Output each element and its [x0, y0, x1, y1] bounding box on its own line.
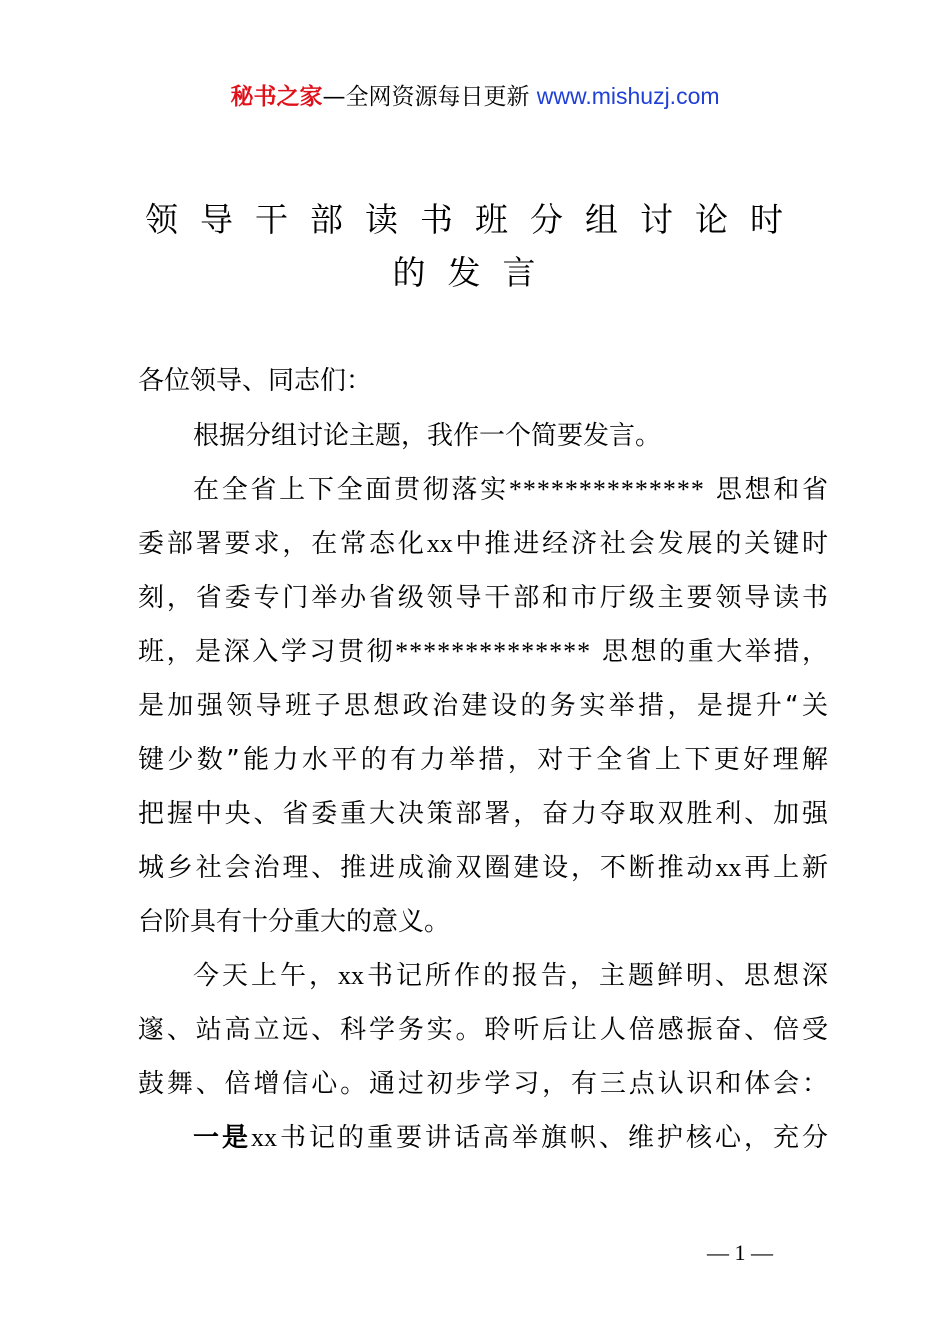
- paragraph-line: 键少数”能力水平的有力举措，对于全省上下更好理解: [138, 745, 828, 775]
- intro-paragraph: 根据分组讨论主题，我作一个简要发言。: [193, 421, 662, 451]
- brand-name: 秘书之家: [230, 84, 323, 110]
- paragraph-line: 今天上午，xx书记所作的报告，主题鲜明、思想深: [193, 961, 828, 991]
- page-number: — 1 —: [707, 1240, 773, 1265]
- paragraph-line: 邃、站高立远、科学务实。聆听后让人倍感振奋、倍受: [138, 1015, 828, 1045]
- paragraph-line: 城乡社会治理、推进成渝双圈建设，不断推动xx再上新: [138, 853, 828, 883]
- header-slogan: —全网资源每日更新: [322, 84, 537, 110]
- paragraph-line: 把握中央、省委重大决策部署，奋力夺取双胜利、加强: [138, 799, 828, 829]
- paragraph-line: 委部署要求，在常态化xx中推进经济社会发展的关键时: [138, 529, 828, 559]
- paragraph-line: 鼓舞、倍增信心。通过初步学习，有三点认识和体会：: [138, 1069, 828, 1099]
- document-title-line-2: 的发言: [392, 253, 558, 292]
- paragraph-line: 是加强领导班子思想政治建设的务实举措，是提升“关: [138, 691, 828, 721]
- site-header: [0, 78, 950, 115]
- point-marker: 一是: [193, 1123, 251, 1153]
- redacted-text: **************: [395, 637, 592, 666]
- redacted-text: **************: [508, 475, 705, 504]
- paragraph-line: 台阶具有十分重大的意义。: [138, 907, 451, 937]
- paragraph-line: 在全省上下全面贯彻落实************** 思想和省: [193, 475, 828, 505]
- paragraph-line: 刻，省委专门举办省级领导干部和市厅级主要领导读书: [138, 583, 828, 613]
- site-url-link[interactable]: www.mishuzj.com: [536, 83, 720, 109]
- paragraph-line: 班，是深入学习贯彻************** 思想的重大举措，: [138, 637, 828, 667]
- document-title-line-1: 领导干部读书班分组讨论时: [145, 200, 805, 239]
- salutation: 各位领导、同志们：: [138, 366, 373, 396]
- paragraph-line: 一是xx书记的重要讲话高举旗帜、维护核心，充分: [193, 1123, 828, 1153]
